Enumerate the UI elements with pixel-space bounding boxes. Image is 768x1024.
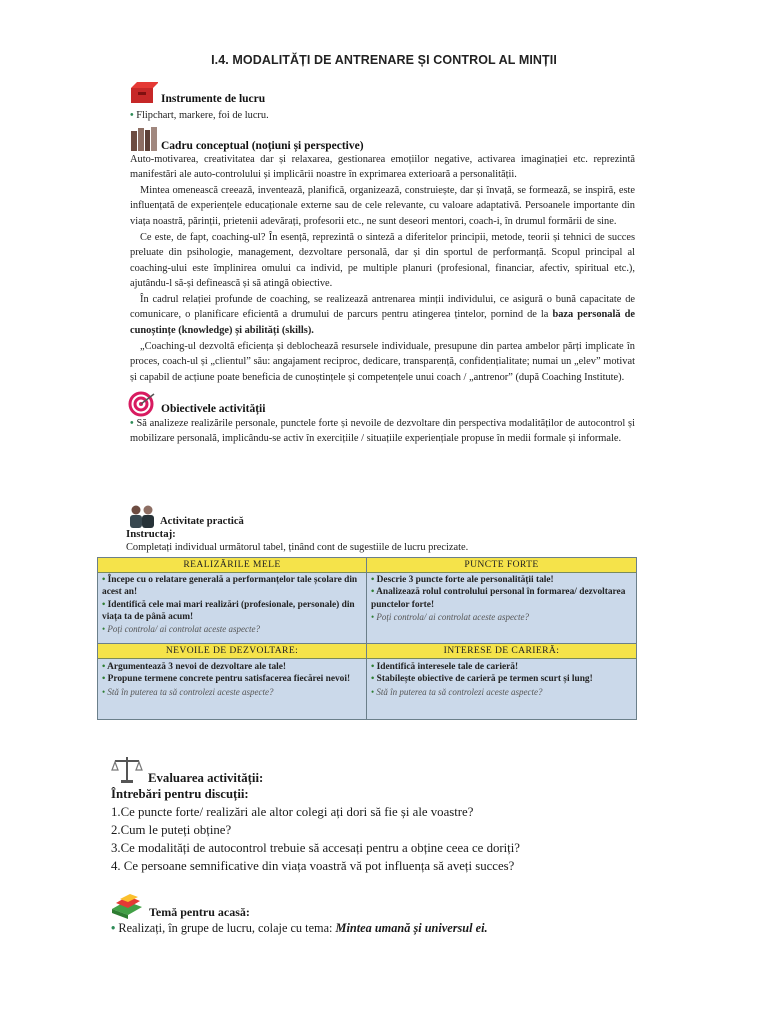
table-cell-needs[interactable]: • Argumentează 3 nevoi de dezvoltare ale tale! • Propune termene concrete pentru satisfacerea fiecărei nevoi! • Stă în puterea ta să controlezi aceste aspecte? bbox=[102, 662, 351, 697]
question-3: 3.Ce modalități de autocontrol trebuie să accesați pentru a obține ceea ce doriți? bbox=[111, 841, 520, 855]
homework-theme: Mintea umană și universul ei. bbox=[335, 921, 488, 935]
toolbox-icon bbox=[128, 80, 158, 106]
question-4: 4. Ce persoane semnificative din viața voastră vă pot influența să aveți succes? bbox=[111, 859, 515, 873]
table-header-strengths: PUNCTE FORTE bbox=[367, 558, 636, 573]
cell-item: Propune termene concrete pentru satisfacerea fiecărei nevoi! bbox=[107, 674, 351, 685]
framework-p3: Ce este, de fapt, coaching-ul? În esență, reprezintă o sinteză a diferitelor principii, metode, teorii și tehnici de succes preluate din psihologie, management, dezvoltare personală, dar și din sportul de performanță. Scopul principal al coaching-ului este împlinirea omului ca individ, pe multiple planuri (profesional, financiar, afectiv, spiritual etc.), ajutându-l să-și definească și să atingă obiective. bbox=[130, 232, 635, 290]
framework-p4 bbox=[130, 292, 635, 338]
target-icon bbox=[128, 390, 156, 418]
framework-heading: Cadru conceptual (noțiuni și perspective) bbox=[161, 140, 364, 152]
scales-icon bbox=[111, 754, 143, 784]
cell-question: Stă în puterea ta să controlezi aceste aspecte? bbox=[376, 686, 543, 697]
table-divider bbox=[366, 558, 367, 719]
cell-item: Argumentează 3 nevoi de dezvoltare ale tale! bbox=[107, 662, 287, 672]
instructions-label: Instructaj: bbox=[126, 528, 176, 540]
people-icon bbox=[128, 504, 156, 530]
practice-heading: Activitate practică bbox=[160, 516, 244, 527]
framework-p2: Mintea omenească creează, inventează, planifică, organizează, construiește, dar și învață, se formează, se inspiră, este influențată de experiențele educaționale externe sau de cele relevante, cu valoare adaptativă. Persoanele importante din viața noastră, părinții, prietenii adevărați, profesorii etc., ne sunt deseori mentori, coach-i, în drumul formării de sine. bbox=[130, 185, 635, 227]
activity-table bbox=[97, 557, 637, 720]
table-cell-strengths[interactable]: • Descrie 3 puncte forte ale personalității tale! • Analizează rolul controlului personal în formarea/ dezvoltarea punctelor forte! • Poți controla/ ai controlat aceste aspecte? bbox=[371, 575, 626, 622]
bullet-icon: • bbox=[130, 110, 134, 121]
objectives-text-body: Să analizeze realizările personale, punctele forte și nevoile de dezvoltare din perspectiva modalităților de autocontrol și mobilizare personală, implicându-se activ în exercițiile / situațiile experiențiale propuse în medii formale și informale. bbox=[130, 418, 635, 445]
cell-item: Începe cu o relatare generală a performanțelor tale școlare din acest an! bbox=[102, 575, 358, 598]
table-cell-career[interactable]: • Identifică interesele tale de carieră! • Stabilește obiective de carieră pe termen scurt și lung! • Stă în puterea ta să controlezi aceste aspecte? bbox=[371, 662, 593, 697]
tools-item bbox=[130, 108, 269, 123]
instructions-text: Completați individual următorul tabel, ținând cont de sugestiile de lucru precizate. bbox=[126, 542, 469, 553]
homework-books-icon bbox=[110, 893, 144, 921]
homework-heading: Temă pentru acasă: bbox=[149, 905, 250, 919]
objectives-text bbox=[130, 416, 635, 447]
table-header-achievements: REALIZĂRILE MELE bbox=[98, 558, 366, 573]
bullet-icon: • bbox=[130, 418, 137, 429]
cell-item: Analizează rolul controlului personal în formarea/ dezvoltarea punctelor forte! bbox=[371, 587, 626, 610]
question-2: 2.Cum le puteți obține? bbox=[111, 823, 232, 837]
page-title: I.4. MODALITĂȚI DE ANTRENARE ȘI CONTROL AL MINȚII bbox=[211, 53, 557, 67]
cell-item: Identifică cele mai mari realizări (profesionale, personale) din viața ta de până acum! bbox=[102, 599, 355, 622]
discussion-subheading: Întrebări pentru discuții: bbox=[111, 787, 249, 801]
cell-question: Poți controla/ ai controlat aceste aspecte? bbox=[376, 611, 529, 622]
cell-item: Descrie 3 puncte forte ale personalității tale! bbox=[376, 575, 554, 585]
table-header-career: INTERESE DE CARIERĂ: bbox=[367, 644, 636, 659]
question-1: 1.Ce puncte forte/ realizări ale altor colegi ați dori să fie și ale voastre? bbox=[111, 805, 474, 819]
framework-p4-bold: baza personală de cunoștințe (knowledge) și abilități (skills). bbox=[130, 309, 635, 336]
cell-item: Stabilește obiective de carieră pe termen scurt și lung! bbox=[376, 674, 593, 685]
objectives-heading: Obiectivele activității bbox=[161, 403, 266, 415]
evaluation-heading: Evaluarea activității: bbox=[148, 771, 264, 785]
table-cell-achievements[interactable]: • Începe cu o relatare generală a performanțelor tale școlare din acest an! • Identifică cele mai mari realizări (profesionale, personale) din viața ta de până acum! • Poți controla/ ai controlat aceste aspecte? bbox=[102, 575, 358, 635]
table-header-needs: NEVOILE DE DEZVOLTARE: bbox=[98, 644, 366, 659]
tools-heading: Instrumente de lucru bbox=[161, 93, 266, 105]
bullet-icon: • bbox=[111, 921, 119, 935]
homework-text-body: Realizați, în grupe de lucru, colaje cu tema: bbox=[118, 921, 336, 935]
framework-p4-text: În cadrul relației profunde de coaching, se realizează antrenarea minții individului, ce asigură o bună capacitate de comunicare, o planificare eficientă a drumului de parcurs pentru atingerea țintelor, pornind de la bbox=[130, 294, 635, 321]
tools-item-text: Flipchart, markere, foi de lucru. bbox=[136, 110, 269, 121]
cell-question: Poți controla/ ai controlat aceste aspecte? bbox=[107, 624, 260, 635]
framework-p1: Auto-motivarea, creativitatea dar și relaxarea, gestionarea emoțiilor negative, activarea imaginației etc. reprezintă manifestări ale auto-controlului și implicării noastre în exprimarea exterioară a personalității. bbox=[130, 154, 635, 181]
framework-p5: „Coaching-ul dezvoltă eficiența și deblochează resursele individuale, presupune din partea ambelor părți implicate în proces, coach-ul și „clientul” său: angajament reciproc, dedicare, transparență, confidențialitate; numai un „elev” motivat și capabil de acțiune poate beneficia de cunoștințele și competențele unui coach / „antrenor” (după Coaching Institute). bbox=[130, 341, 635, 383]
cell-question: Stă în puterea ta să controlezi aceste aspecte? bbox=[107, 686, 274, 697]
homework-text bbox=[111, 919, 488, 938]
cell-item: Identifică interesele tale de carieră! bbox=[376, 662, 519, 672]
books-icon bbox=[129, 125, 159, 153]
